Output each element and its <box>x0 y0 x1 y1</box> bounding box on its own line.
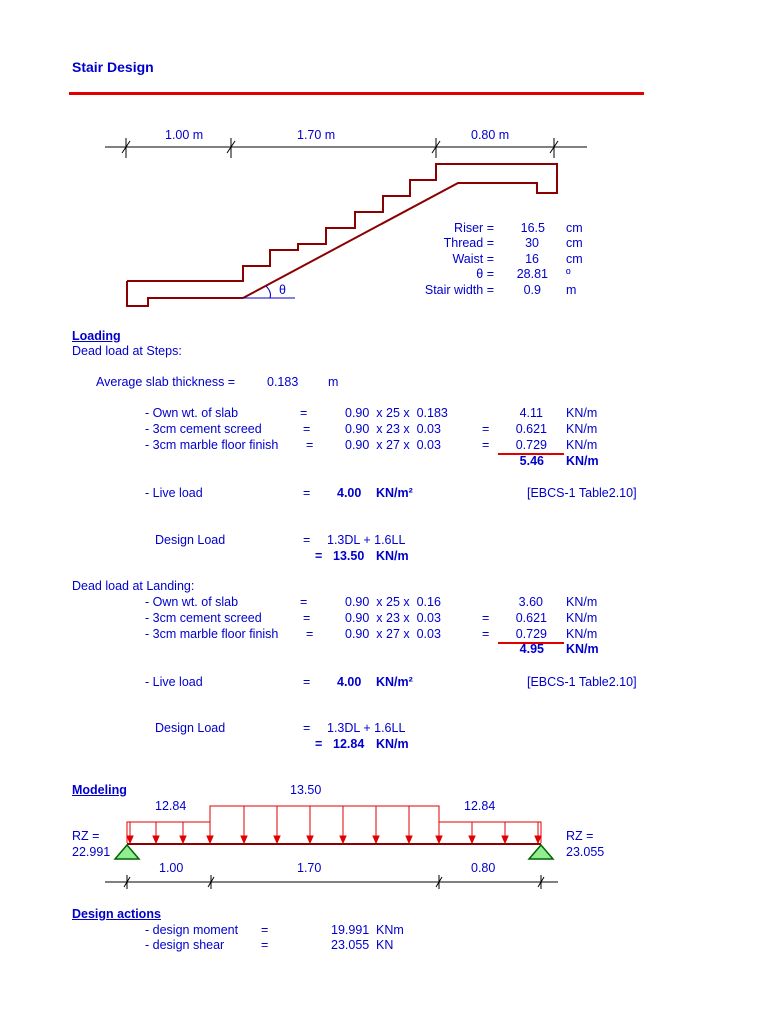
landing-row-expr: 0.90 x 23 x 0.03 <box>345 611 441 625</box>
page-title: Stair Design <box>72 59 154 75</box>
steps-row-eq: = <box>303 422 311 436</box>
landing-design-eq2: = <box>315 737 323 751</box>
steps-row-eq: = <box>306 438 314 452</box>
landing-heading: Dead load at Landing: <box>72 579 195 593</box>
landing-design-unit: KN/m <box>376 737 409 751</box>
steps-row-label: - Own wt. of slab <box>145 406 239 420</box>
left-support-icon <box>115 845 139 859</box>
design-moment-unit: KNm <box>376 923 404 937</box>
loading-heading: Loading <box>72 329 121 343</box>
thread-label: Thread = <box>443 236 494 250</box>
landing-row-eq: = <box>303 611 311 625</box>
dim-mid: 1.70 m <box>297 128 336 142</box>
load-left-value: 12.84 <box>155 799 187 813</box>
steps-design-eq: = <box>303 533 311 547</box>
steps-row-eq: = <box>300 406 308 420</box>
design-shear-eq: = <box>261 938 269 952</box>
steps-row-unit: KN/m <box>566 438 598 452</box>
load-mid-value: 13.50 <box>290 783 322 797</box>
landing-design-value: 12.84 <box>333 737 365 751</box>
stair-width-unit: m <box>566 283 577 297</box>
landing-total-unit: KN/m <box>566 642 599 656</box>
steps-row-eq2: = <box>482 422 490 436</box>
steps-design-formula: 1.3DL + 1.6LL <box>327 533 406 547</box>
steps-row-label: - 3cm marble floor finish <box>145 438 279 452</box>
thread-value: 30 <box>525 236 539 250</box>
riser-label: Riser = <box>454 221 494 235</box>
steps-design-unit: KN/m <box>376 549 409 563</box>
landing-row-label: - 3cm marble floor finish <box>145 627 279 641</box>
landing-row-value: 0.729 <box>515 627 547 641</box>
steps-row-value: 0.621 <box>515 422 547 436</box>
steps-row-eq2: = <box>482 438 490 452</box>
design-moment-label: - design moment <box>145 923 239 937</box>
design-moment-eq: = <box>261 923 269 937</box>
theta-unit: º <box>566 267 571 281</box>
landing-total-value: 4.95 <box>519 642 544 656</box>
avg-thickness-label: Average slab thickness = <box>96 375 236 389</box>
steps-row-unit: KN/m <box>566 406 598 420</box>
rz-left-value: 22.991 <box>72 845 111 859</box>
waist-unit: cm <box>566 252 583 266</box>
thread-unit: cm <box>566 236 583 250</box>
landing-design-eq: = <box>303 721 311 735</box>
landing-row-label: - Own wt. of slab <box>145 595 239 609</box>
landing-row-unit: KN/m <box>566 611 598 625</box>
landing-live-label: - Live load <box>145 675 203 689</box>
steps-live-eq: = <box>303 486 311 500</box>
load-right-value: 12.84 <box>464 799 496 813</box>
landing-live-eq: = <box>303 675 311 689</box>
landing-row-eq2: = <box>482 611 490 625</box>
landing-live-unit: KN/m² <box>376 675 413 689</box>
landing-live-ref: [EBCS-1 Table2.10] <box>527 675 637 689</box>
steps-row-expr: 0.90 x 27 x 0.03 <box>345 438 441 452</box>
rz-left-label: RZ = <box>72 829 100 843</box>
steps-row-expr: 0.90 x 23 x 0.03 <box>345 422 441 436</box>
avg-thickness-unit: m <box>328 375 339 389</box>
dim-left: 1.00 m <box>165 128 204 142</box>
steps-live-label: - Live load <box>145 486 203 500</box>
waist-label: Waist = <box>452 252 494 266</box>
design-shear-value: 23.055 <box>331 938 370 952</box>
waist-value: 16 <box>525 252 539 266</box>
stair-width-label: Stair width = <box>424 283 494 297</box>
landing-row-unit: KN/m <box>566 595 598 609</box>
steps-live-value: 4.00 <box>337 486 362 500</box>
riser-unit: cm <box>566 221 583 235</box>
steps-total-unit: KN/m <box>566 454 599 468</box>
modeling-heading: Modeling <box>72 783 127 797</box>
steps-row-unit: KN/m <box>566 422 598 436</box>
landing-row-value: 3.60 <box>518 595 543 609</box>
steps-total-value: 5.46 <box>519 454 544 468</box>
theta-symbol: θ <box>279 283 286 297</box>
design-actions-heading: Design actions <box>72 907 161 921</box>
landing-row-eq: = <box>300 595 308 609</box>
steps-design-label: Design Load <box>155 533 226 547</box>
span-right: 0.80 <box>471 861 496 875</box>
landing-design-label: Design Load <box>155 721 226 735</box>
steps-live-ref: [EBCS-1 Table2.10] <box>527 486 637 500</box>
landing-row-label: - 3cm cement screed <box>145 611 262 625</box>
theta-label: θ = <box>476 267 494 281</box>
landing-row-eq2: = <box>482 627 490 641</box>
theta-value: 28.81 <box>516 267 548 281</box>
rz-right-value: 23.055 <box>566 845 605 859</box>
span-left: 1.00 <box>159 861 184 875</box>
dim-right: 0.80 m <box>471 128 510 142</box>
steps-design-eq2: = <box>315 549 323 563</box>
rz-right-label: RZ = <box>566 829 594 843</box>
landing-row-expr: 0.90 x 27 x 0.03 <box>345 627 441 641</box>
steps-row-value: 0.729 <box>515 438 547 452</box>
steps-row-expr: 0.90 x 25 x 0.183 <box>345 406 448 420</box>
landing-row-expr: 0.90 x 25 x 0.16 <box>345 595 441 609</box>
right-support-icon <box>529 845 553 859</box>
steps-design-value: 13.50 <box>333 549 365 563</box>
steps-row-value: 4.11 <box>519 406 543 420</box>
landing-live-value: 4.00 <box>337 675 362 689</box>
steps-live-unit: KN/m² <box>376 486 413 500</box>
landing-row-unit: KN/m <box>566 627 598 641</box>
steps-row-label: - 3cm cement screed <box>145 422 262 436</box>
riser-value: 16.5 <box>520 221 545 235</box>
design-moment-value: 19.991 <box>331 923 370 937</box>
landing-row-value: 0.621 <box>515 611 547 625</box>
avg-thickness-value: 0.183 <box>267 375 299 389</box>
steps-heading: Dead load at Steps: <box>72 344 182 358</box>
stair-width-value: 0.9 <box>523 283 541 297</box>
landing-row-eq: = <box>306 627 314 641</box>
span-mid: 1.70 <box>297 861 322 875</box>
landing-design-formula: 1.3DL + 1.6LL <box>327 721 406 735</box>
design-shear-label: - design shear <box>145 938 225 952</box>
design-shear-unit: KN <box>376 938 394 952</box>
